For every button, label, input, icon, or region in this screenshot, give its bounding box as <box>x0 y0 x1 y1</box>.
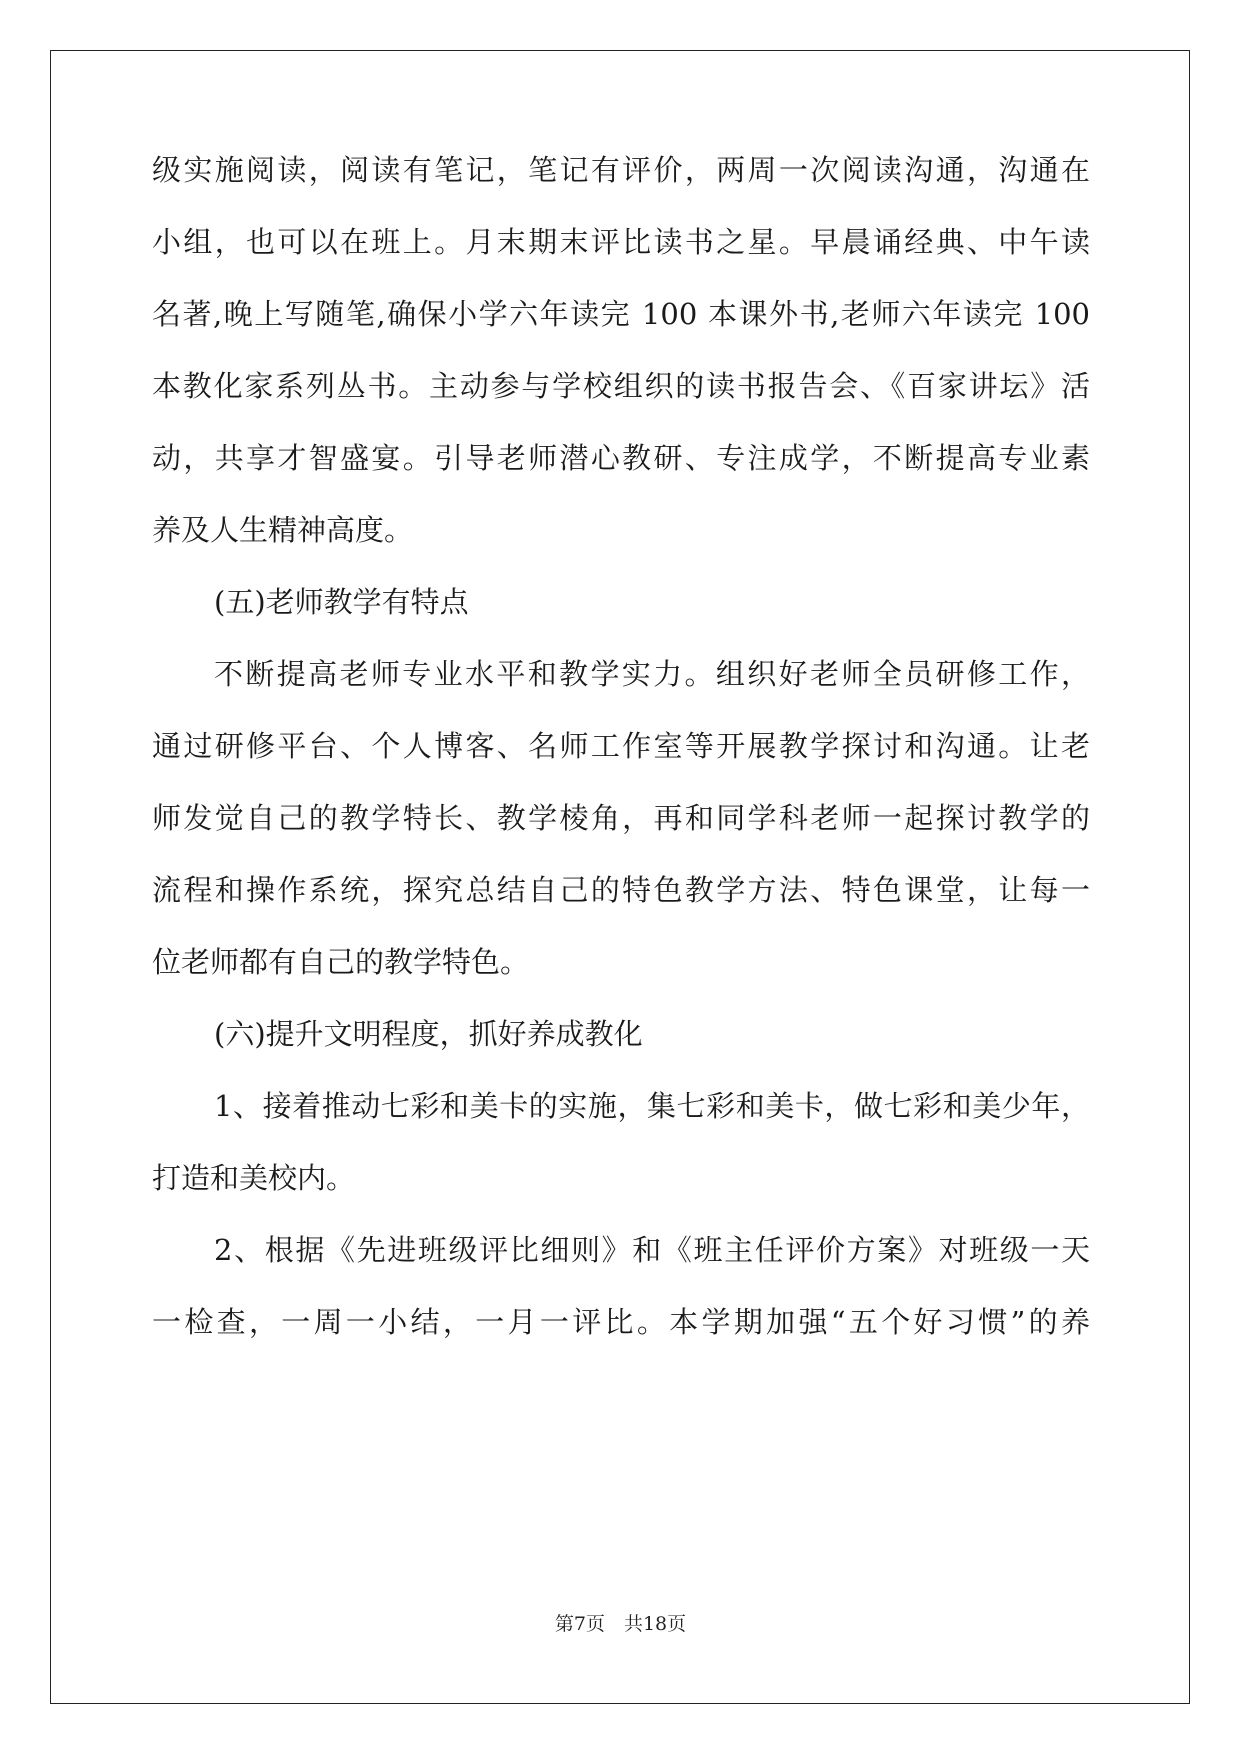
page-number-footer: 第7页 共18页 <box>554 1613 687 1635</box>
text-line: 位老师都有自己的教学特色。 <box>152 945 530 979</box>
section-heading: (六)提升文明程度，抓好养成教化 <box>214 1017 643 1051</box>
text-line: 小组，也可以在班上。月末期末评比读书之星。早晨诵经典、中午读 <box>152 225 1090 259</box>
text-line: 打造和美校内。 <box>152 1161 356 1195</box>
text-line: 名著,晚上写随笔,确保小学六年读完 100 本课外书,老师六年读完 100 <box>152 297 1090 331</box>
text-line: 本教化家系列丛书。主动参与学校组织的读书报告会、《百家讲坛》活 <box>152 369 1090 403</box>
text-line: 不断提高老师专业水平和教学实力。组织好老师全员研修工作， <box>214 657 1090 691</box>
text-line: 流程和操作系统，探究总结自己的特色教学方法、特色课堂，让每一 <box>152 873 1090 907</box>
text-line: 师发觉自己的教学特长、教学棱角，再和同学科老师一起探讨教学的 <box>152 801 1090 835</box>
text-line: 一检查，一周一小结，一月一评比。本学期加强“五个好习惯”的养 <box>152 1305 1090 1339</box>
text-line: 通过研修平台、个人博客、名师工作室等开展教学探讨和沟通。让老 <box>152 729 1090 763</box>
text-line: 2、根据《先进班级评比细则》和《班主任评价方案》对班级一天 <box>214 1233 1090 1267</box>
text-line: 养及人生精神高度。 <box>152 513 414 547</box>
text-line: 级实施阅读，阅读有笔记，笔记有评价，两周一次阅读沟通，沟通在 <box>152 153 1090 187</box>
section-heading: (五)老师教学有特点 <box>214 585 469 619</box>
text-line: 1、接着推动七彩和美卡的实施，集七彩和美卡，做七彩和美少年， <box>214 1089 1090 1123</box>
text-line: 动，共享才智盛宴。引导老师潜心教研、专注成学，不断提高专业素 <box>152 441 1090 475</box>
